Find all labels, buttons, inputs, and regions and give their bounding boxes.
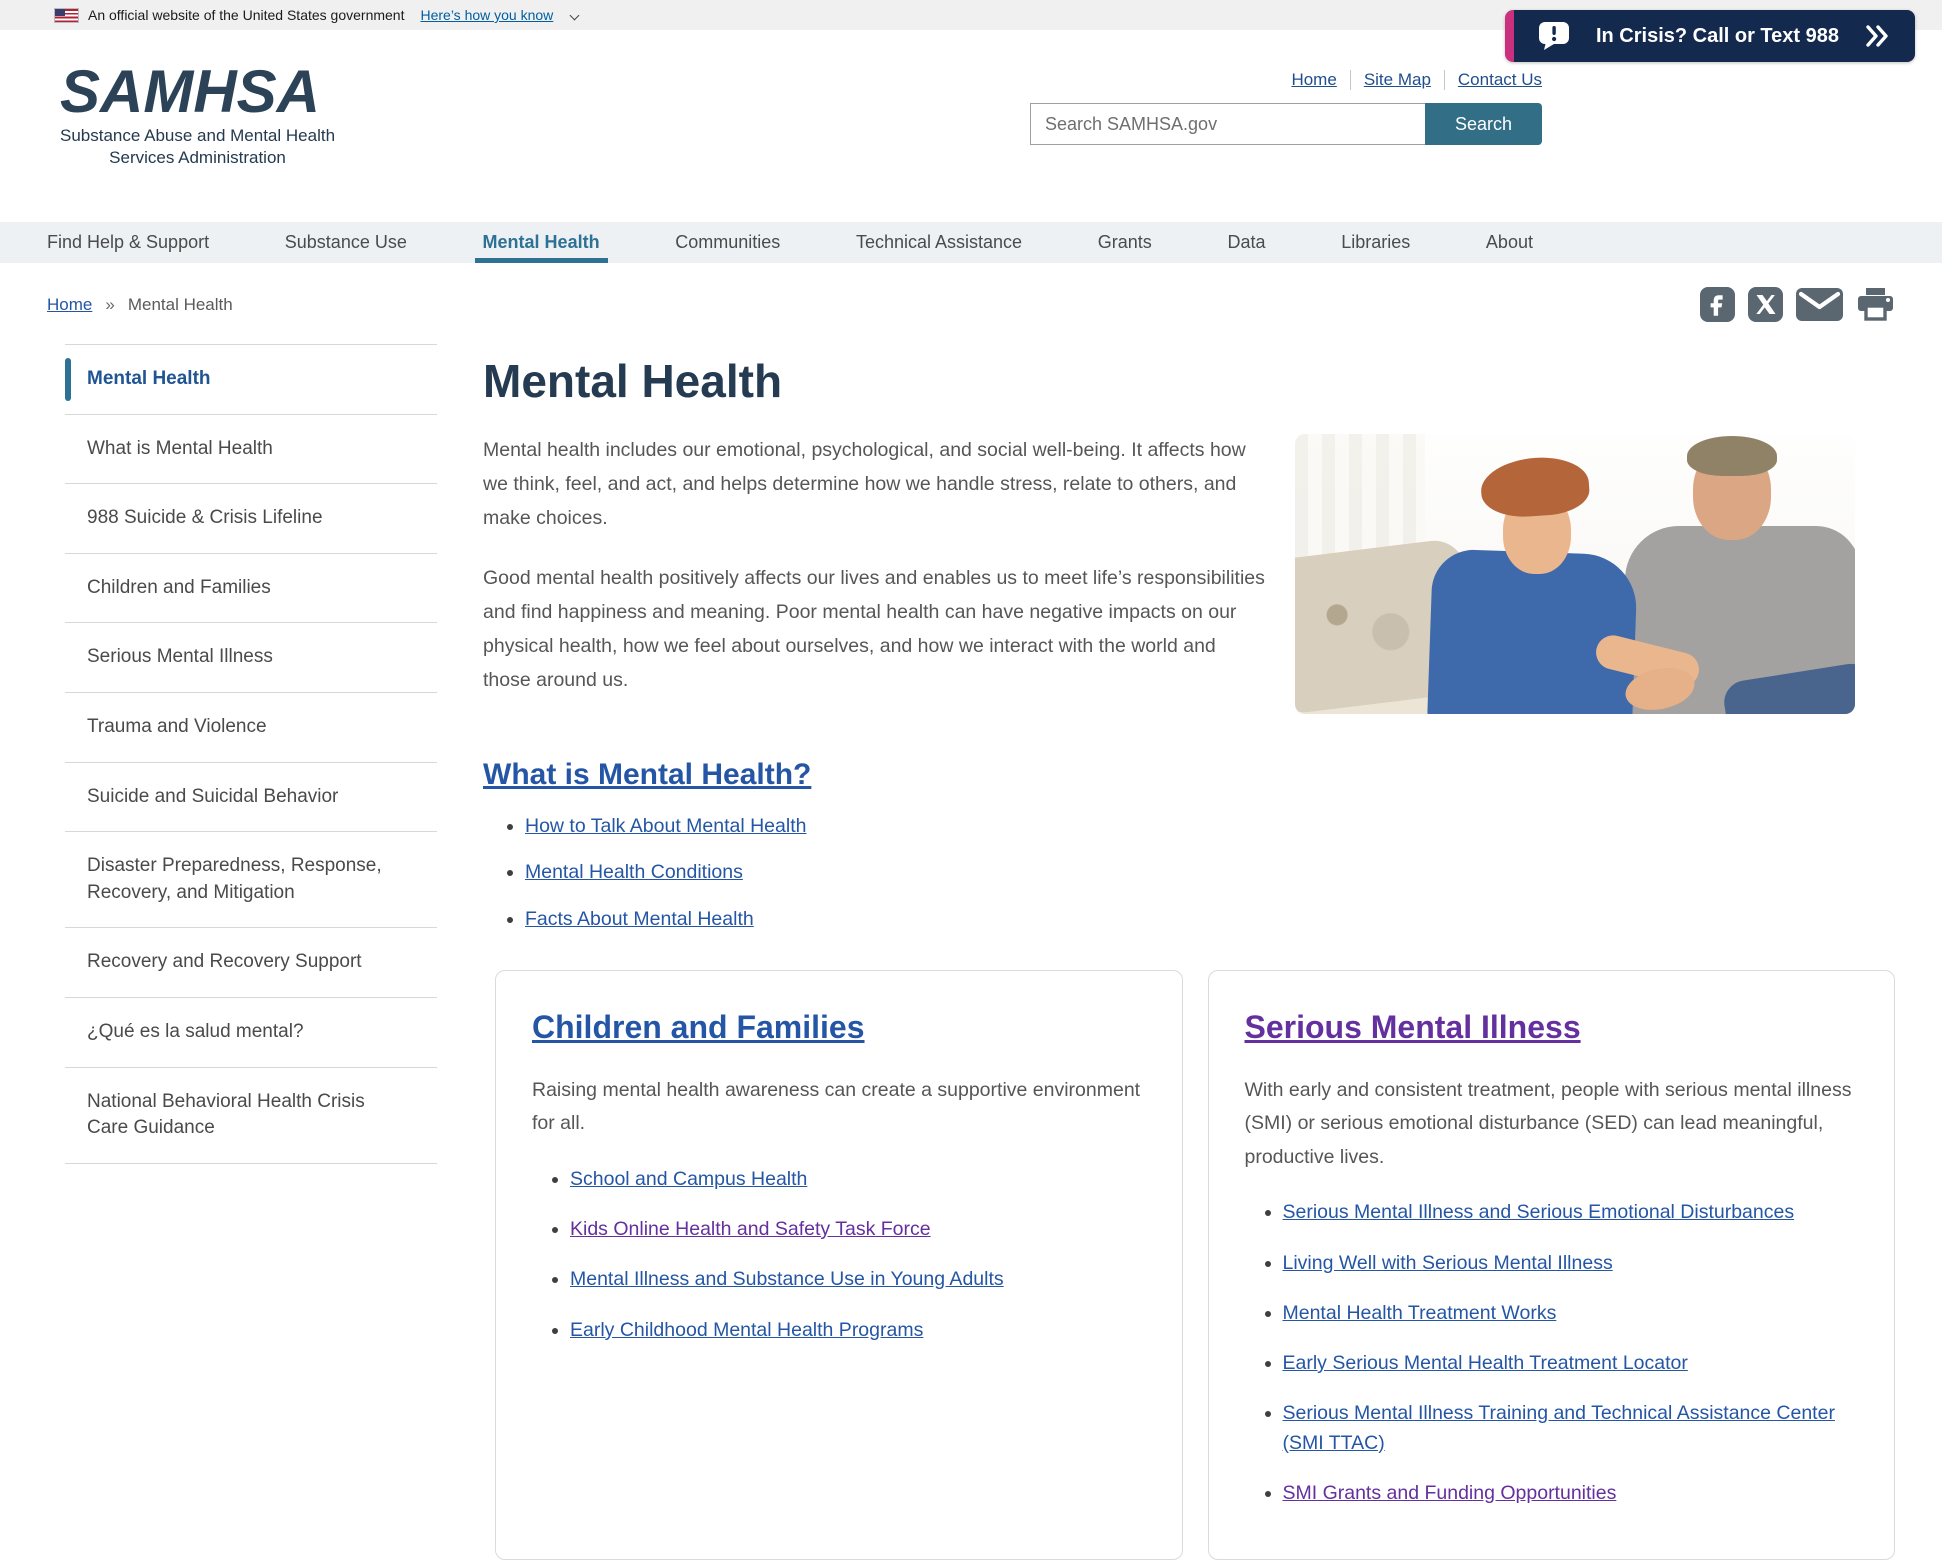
what-is-mental-health-list [483, 812, 1895, 934]
link-mental-health-conditions[interactable]: Mental Health Conditions [525, 861, 743, 884]
header-utility-links [1278, 70, 1542, 90]
sidebar-item-suicide-and-suicidal-behavior[interactable]: Suicide and Suicidal Behavior [65, 763, 437, 833]
serious-mental-illness-heading-link[interactable]: Serious Mental Illness [1244, 1008, 1581, 1045]
link-mental-health-treatment-works[interactable]: Mental Health Treatment Works [1282, 1301, 1557, 1324]
intro-section [483, 434, 1895, 714]
search-input[interactable] [1030, 103, 1425, 145]
father-son-photo [1295, 434, 1855, 714]
link-kids-online-health-and-safety-task-force[interactable]: Kids Online Health and Safety Task Force [570, 1218, 931, 1241]
site-search [1030, 103, 1542, 145]
breadcrumb [47, 295, 233, 315]
list-item [525, 812, 1895, 841]
nav-item-data[interactable]: Data [1227, 232, 1266, 252]
intro-paragraph-1: Mental health includes our emotional, psychological, and social well-being. It affects how we think, feel, and act, and helps determine how we handle stress, relate to others, and make choices. [483, 439, 1246, 529]
crisis-banner[interactable] [1505, 10, 1915, 62]
intro-text [483, 434, 1265, 697]
samhsa-logo[interactable] [60, 60, 335, 169]
samhsa-logo-subtitle: Substance Abuse and Mental Health Services Administration [60, 126, 336, 168]
list-item [570, 1165, 1146, 1194]
crisis-banner-label: In Crisis? Call or Text 988 [1595, 24, 1839, 47]
primary-nav [0, 222, 1942, 263]
serious-mental-illness-links [1245, 1198, 1859, 1508]
children-and-families-heading-link[interactable]: Children and Families [532, 1008, 865, 1045]
what-is-mental-health-link[interactable]: What is Mental Health? [483, 758, 812, 791]
samhsa-logo-title: SAMHSA [60, 58, 321, 125]
link-early-serious-mental-health-treatment-locator[interactable]: Early Serious Mental Health Treatment Locator [1282, 1352, 1688, 1375]
link-early-childhood-mental-health-programs[interactable]: Early Childhood Mental Health Programs [570, 1318, 924, 1341]
sidebar-item-988-suicide-crisis-lifeline[interactable]: 988 Suicide & Crisis Lifeline [65, 484, 437, 554]
nav-item-grants[interactable]: Grants [1097, 232, 1152, 252]
serious-mental-illness-card [1208, 970, 1896, 1560]
link-facts-about-mental-health[interactable]: Facts About Mental Health [525, 907, 754, 930]
serious-mental-illness-description: With early and consistent treatment, people with serious mental illness (SMI) or serious emotional disturbance (SED) can lead meaningful, productive lives. [1244, 1078, 1852, 1168]
sidebar-item-disaster-preparedness-response-recovery-and-mitigation[interactable]: Disaster Preparedness, Response, Recovery, and Mitigation [65, 832, 437, 928]
link-serious-mental-illness-and-serious-emotional-disturbances[interactable]: Serious Mental Illness and Serious Emotional Disturbances [1282, 1201, 1795, 1224]
nav-item-communities[interactable]: Communities [675, 232, 781, 252]
link-how-to-talk-about-mental-health[interactable]: How to Talk About Mental Health [525, 815, 807, 837]
content-row [0, 330, 1942, 1560]
children-and-families-card [495, 970, 1183, 1560]
email-share-icon[interactable] [1796, 288, 1843, 321]
sidebar-item-recovery-and-recovery-support[interactable]: Recovery and Recovery Support [65, 928, 437, 998]
children-and-families-links [532, 1165, 1146, 1345]
topic-cards [495, 970, 1895, 1560]
facebook-share-icon[interactable] [1700, 287, 1735, 322]
print-icon[interactable] [1856, 287, 1895, 322]
header-link-contact-us[interactable]: Contact Us [1444, 70, 1542, 90]
gov-banner-text: An official website of the United States government [88, 7, 405, 23]
crisis-banner-link[interactable] [1514, 10, 1915, 62]
link-serious-mental-illness-training-and-technical-assistance-center-smi-ttac[interactable]: Serious Mental Illness Training and Technical Assistance Center (SMI TTAC) [1282, 1402, 1835, 1454]
link-mental-illness-and-substance-use-in-young-adults[interactable]: Mental Illness and Substance Use in Young Adults [570, 1268, 1004, 1291]
chevron-down-icon [570, 10, 580, 20]
search-button[interactable]: Search [1425, 103, 1542, 145]
list-item [570, 1215, 1146, 1244]
us-flag-icon [55, 9, 78, 22]
sidebar-nav-list [65, 344, 437, 1164]
breadcrumb-current: Mental Health [127, 294, 233, 314]
nav-item-libraries[interactable]: Libraries [1341, 232, 1411, 252]
list-item [525, 858, 1895, 887]
list-item [1283, 1299, 1859, 1328]
list-item [570, 1316, 1146, 1345]
header-link-home[interactable]: Home [1291, 70, 1337, 89]
breadcrumb-separator: » [105, 294, 115, 314]
list-item [525, 905, 1895, 934]
list-item [1283, 1349, 1859, 1378]
sidebar-item-what-is-mental-health[interactable]: What is Mental Health [65, 415, 437, 485]
sidebar [47, 330, 437, 1164]
photo-shape-man-hair [1687, 436, 1777, 476]
breadcrumb-home-link[interactable]: Home [47, 294, 93, 314]
list-item [1283, 1198, 1859, 1227]
nav-item-substance-use[interactable]: Substance Use [284, 232, 407, 252]
nav-item-technical-assistance[interactable]: Technical Assistance [855, 232, 1023, 252]
nav-item-about[interactable]: About [1485, 232, 1533, 252]
intro-paragraph-2: Good mental health positively affects our lives and enables us to meet life’s responsibilities and find happiness and meaning. Poor mental health can have negative impacts on our physical health, how we feel about ourselves, and how we interact with the world and those around us. [483, 566, 1265, 691]
sidebar-item-mental-health[interactable]: Mental Health [65, 345, 437, 415]
header-link-site-map[interactable]: Site Map [1350, 70, 1444, 90]
link-living-well-with-serious-mental-illness[interactable]: Living Well with Serious Mental Illness [1282, 1251, 1613, 1274]
link-smi-grants-and-funding-opportunities[interactable]: SMI Grants and Funding Opportunities [1282, 1481, 1617, 1504]
double-chevron-right-icon [1865, 25, 1889, 47]
list-item [1283, 1479, 1859, 1508]
link-school-and-campus-health[interactable]: School and Campus Health [570, 1167, 808, 1190]
children-and-families-description: Raising mental health awareness can create a supportive environment for all. [532, 1078, 1141, 1135]
nav-item-find-help-support[interactable]: Find Help & Support [47, 232, 210, 252]
list-item [1283, 1249, 1859, 1278]
page-head-row [0, 263, 1942, 330]
main-content [437, 330, 1895, 1560]
sidebar-item-children-and-families[interactable]: Children and Families [65, 554, 437, 624]
nav-item-mental-health[interactable]: Mental Health [483, 222, 600, 263]
page-title: Mental Health [483, 355, 783, 407]
heres-how-you-know-link[interactable]: Here’s how you know [420, 7, 554, 23]
list-item [570, 1265, 1146, 1294]
speech-bubble-exclamation-icon [1538, 21, 1570, 51]
x-share-icon[interactable] [1748, 287, 1783, 322]
list-item [1283, 1399, 1859, 1458]
sidebar-item-national-behavioral-health-crisis-care-guidance[interactable]: National Behavioral Health Crisis Care Guidance [65, 1068, 437, 1164]
share-toolbar [1700, 287, 1895, 322]
sidebar-item-serious-mental-illness[interactable]: Serious Mental Illness [65, 623, 437, 693]
sidebar-item-trauma-and-violence[interactable]: Trauma and Violence [65, 693, 437, 763]
sidebar-item-qu-es-la-salud-mental[interactable]: ¿Qué es la salud mental? [65, 998, 437, 1068]
